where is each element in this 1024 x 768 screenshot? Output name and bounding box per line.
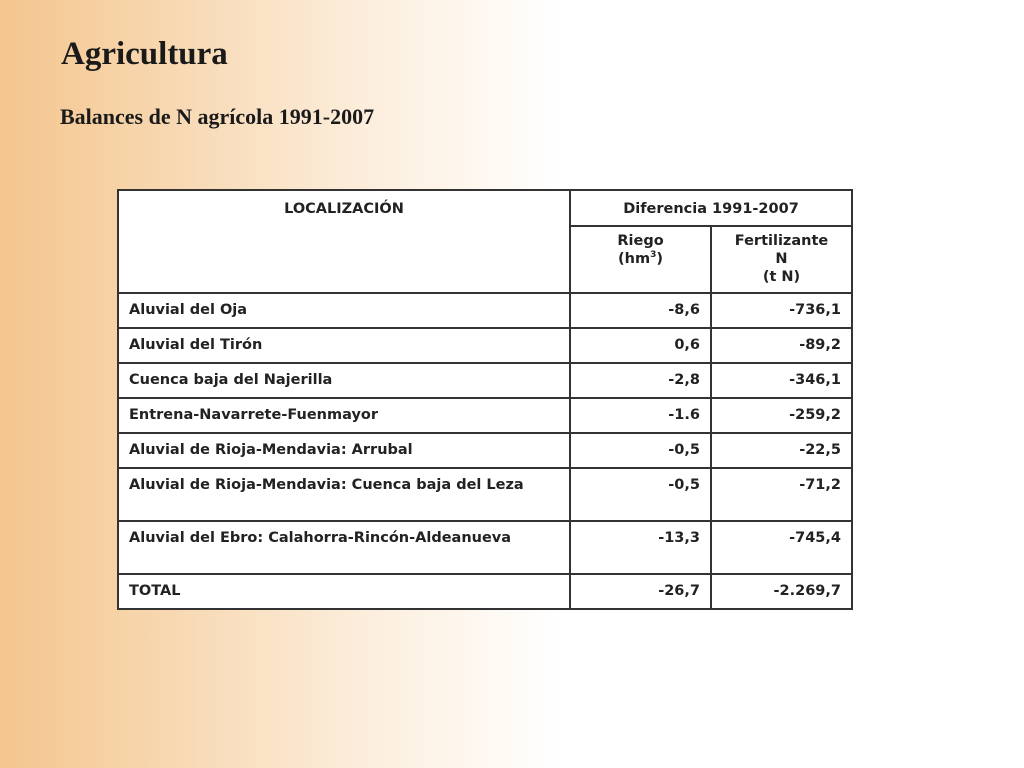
table-row <box>118 363 852 398</box>
cell-fertilizante: -346,1 <box>711 363 852 398</box>
cell-fertilizante: -71,2 <box>711 468 852 521</box>
header-difference: Diferencia 1991-2007 <box>570 190 852 226</box>
cell-fertilizante: -22,5 <box>711 433 852 468</box>
table-row <box>118 328 852 363</box>
header-fertilizante <box>711 226 852 293</box>
cell-riego: -8,6 <box>570 293 711 328</box>
table-row <box>118 398 852 433</box>
cell-location: Aluvial del Tirón <box>118 328 570 363</box>
cell-riego: -26,7 <box>570 574 711 609</box>
slide-subtitle: Balances de N agrícola 1991-2007 <box>60 104 375 129</box>
header-riego <box>570 226 711 293</box>
cell-location: TOTAL <box>118 574 570 609</box>
header-riego-unit: $(hm^3)$ <box>618 250 663 267</box>
header-location: LOCALIZACIÓN <box>118 190 570 293</box>
slide-title: Agricultura <box>61 36 228 72</box>
header-riego-label: Riego <box>617 233 664 249</box>
cell-location: Aluvial de Rioja-Mendavia: Cuenca baja del Leza <box>118 468 570 521</box>
cell-riego: -1.6 <box>570 398 711 433</box>
cell-location: Cuenca baja del Najerilla <box>118 363 570 398</box>
table-total-row <box>118 574 852 609</box>
cell-fertilizante: -89,2 <box>711 328 852 363</box>
header-fertilizante-label: Fertilizante <box>734 233 829 249</box>
cell-location: Aluvial del Ebro: Calahorra-Rincón-Aldeanueva <box>118 521 570 574</box>
table-row <box>118 468 852 521</box>
cell-location: Aluvial de Rioja-Mendavia: Arrubal <box>118 433 570 468</box>
table-row <box>118 293 852 328</box>
header-fertilizante-unit: (t N) <box>762 269 801 285</box>
cell-location: Aluvial del Oja <box>118 293 570 328</box>
cell-riego: -0,5 <box>570 433 711 468</box>
header-fertilizante-n: N <box>775 251 788 267</box>
table-header-row <box>118 190 852 226</box>
cell-fertilizante: -2.269,7 <box>711 574 852 609</box>
cell-fertilizante: -736,1 <box>711 293 852 328</box>
cell-riego: 0,6 <box>570 328 711 363</box>
cell-riego: -13,3 <box>570 521 711 574</box>
table-row <box>118 521 852 574</box>
table-row <box>118 433 852 468</box>
nitrogen-balance-table <box>117 189 853 610</box>
cell-riego: -0,5 <box>570 468 711 521</box>
cell-riego: -2,8 <box>570 363 711 398</box>
cell-fertilizante: -259,2 <box>711 398 852 433</box>
cell-fertilizante: -745,4 <box>711 521 852 574</box>
cell-location: Entrena-Navarrete-Fuenmayor <box>118 398 570 433</box>
